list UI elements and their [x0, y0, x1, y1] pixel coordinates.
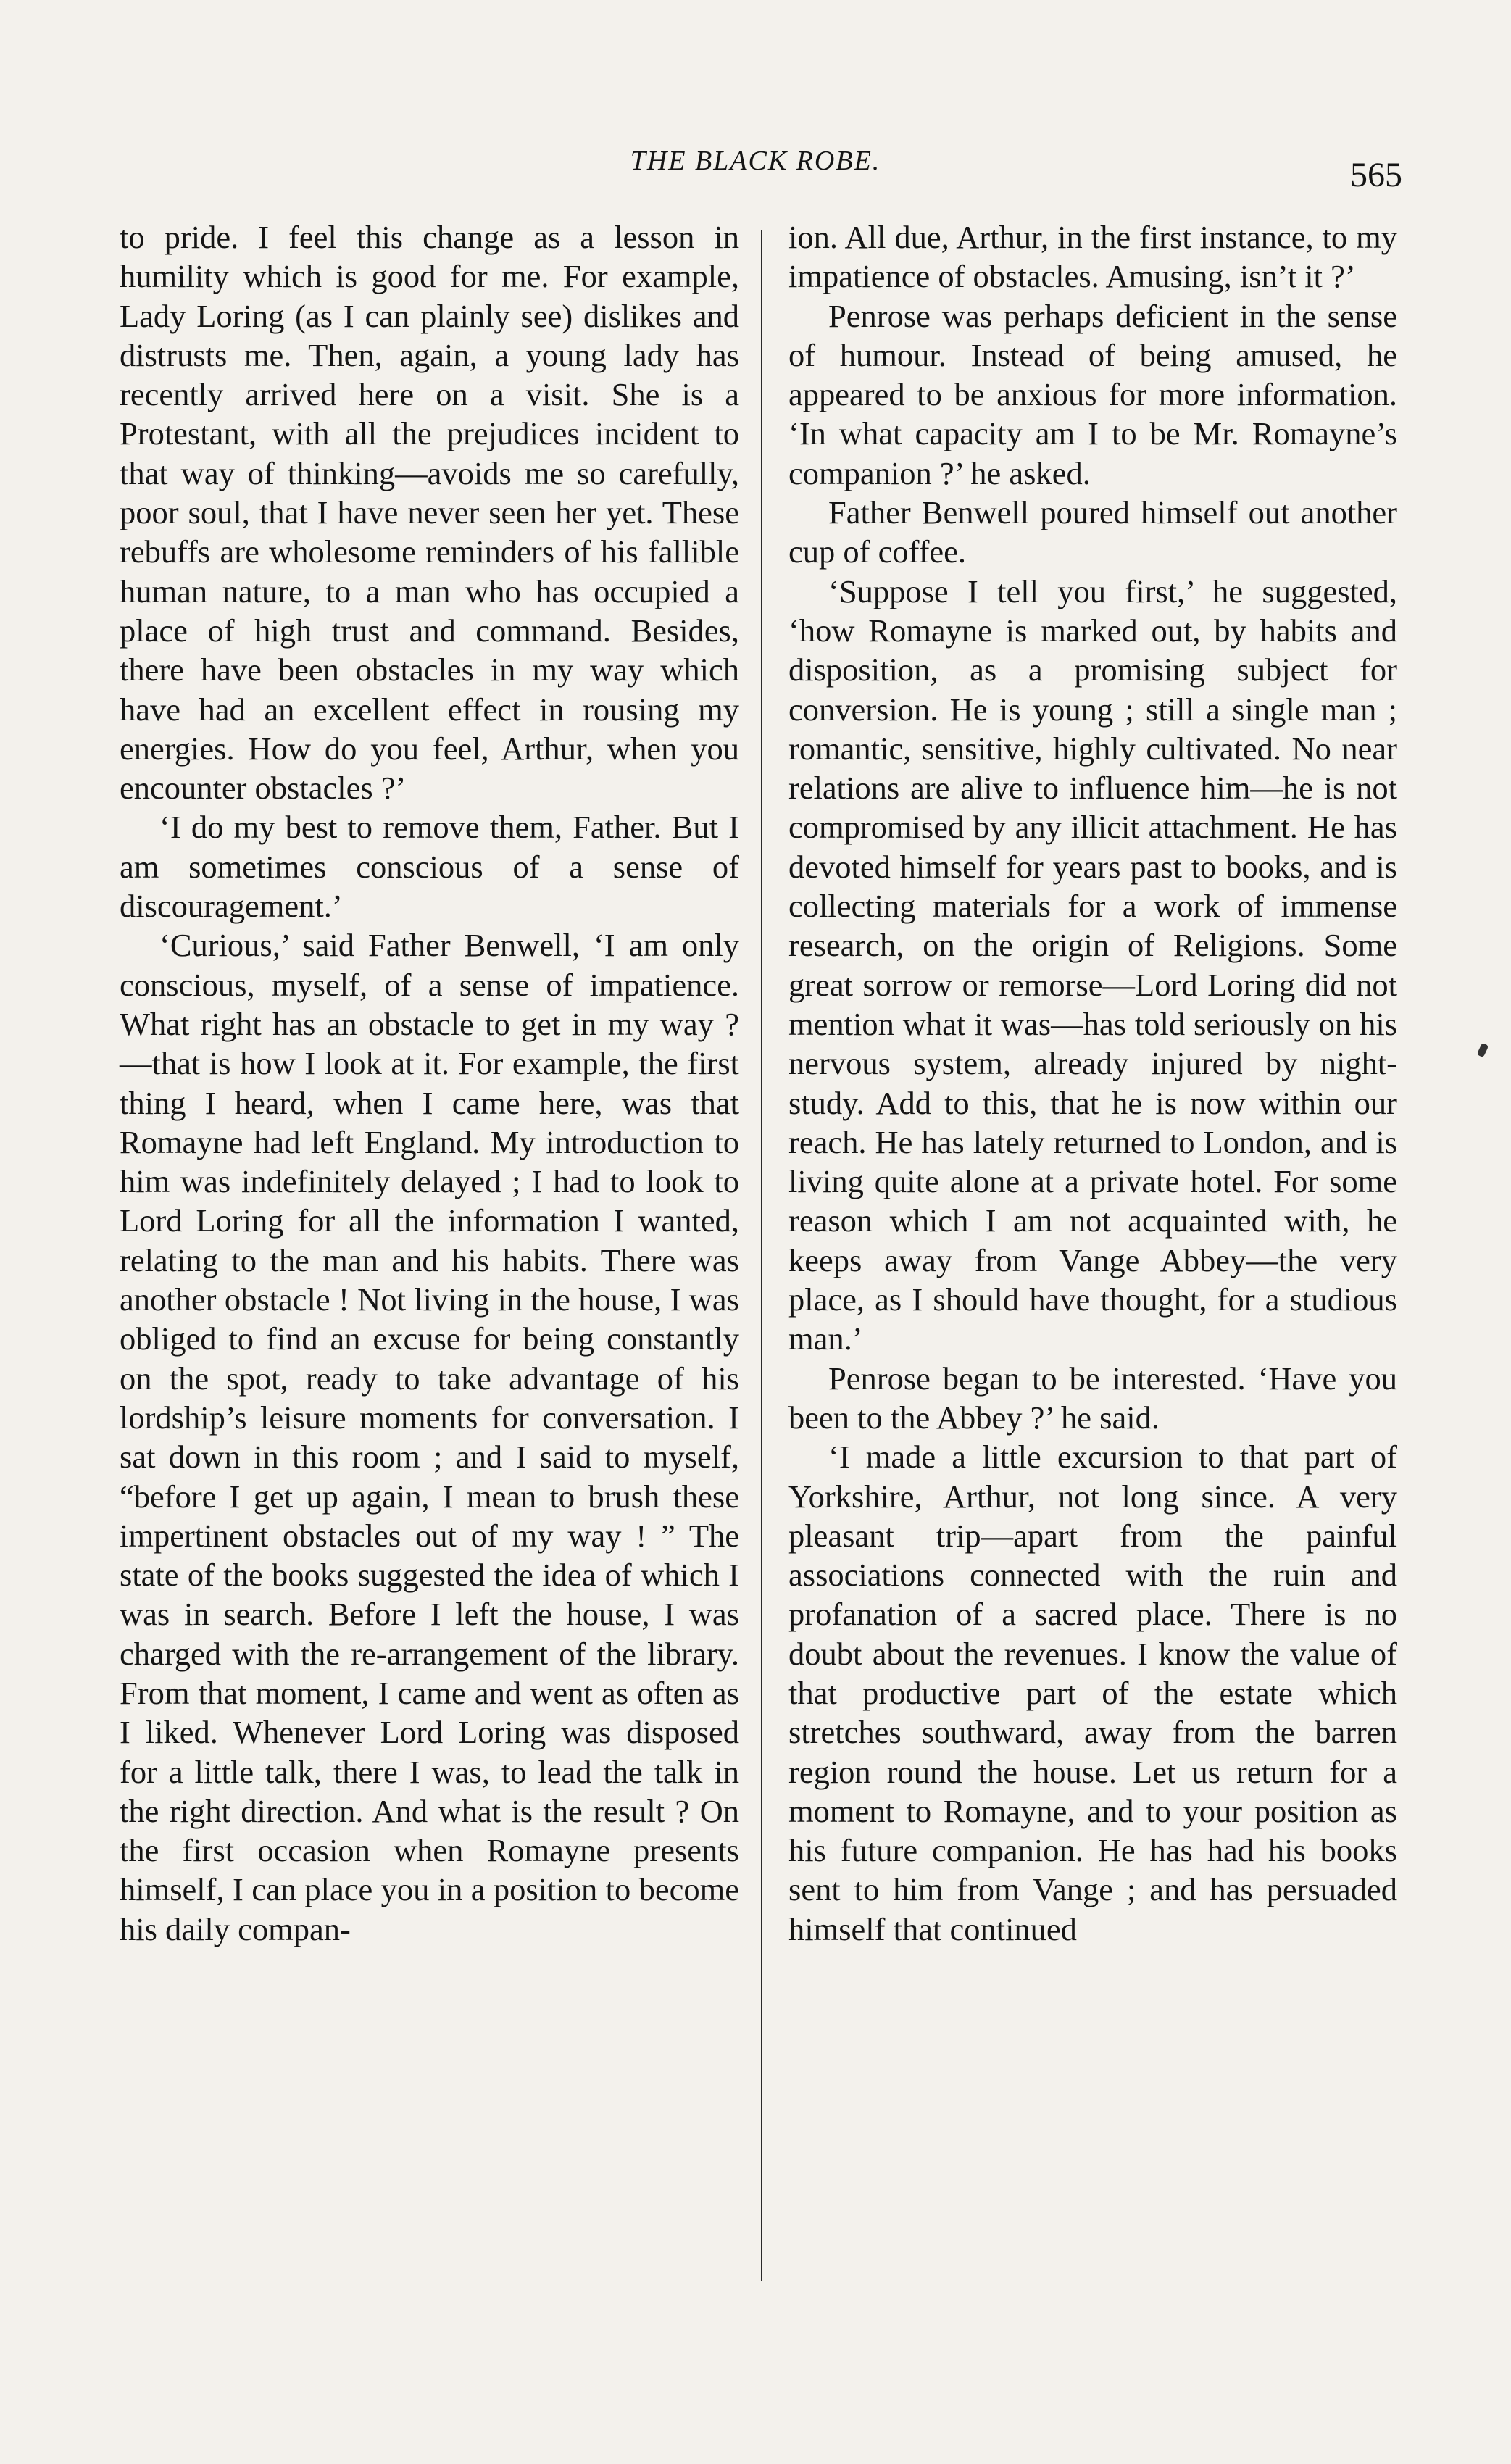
right-column — [788, 217, 1397, 2319]
paragraph: ‘Curious,’ said Father Benwell, ‘I am only conscious, myself, of a sense of impatience. What right has an obstacle to get in my way ?—that is how I look at it. For example, the first thing I heard, when I came here, was that Romayne had left England. My introduction to him was indefinitely delayed ; I had to look to Lord Loring for all the information I wanted, relating to the man and his habits. There was another obstacle ! Not living in the house, I was obliged to find an excuse for being constantly on the spot, ready to take advantage of his lordship’s leisure moments for conversation. I sat down in this room ; and I said to myself, “before I get up again, I mean to brush these impertinent obstacles out of my way ! ” The state of the books suggested the idea of which I was in search. Before I left the house, I was charged with the re-arrangement of the library. From that moment, I came and went as often as I liked. Whenever Lord Loring was disposed for a little talk, there I was, to lead the talk in the right direction. And what is the result ? On the first occasion when Romayne presents himself, I can place you in a position to become his daily compan- — [120, 927, 739, 1947]
paragraph: ion. All due, Arthur, in the first instance, to my impatience of obstacles. Amusing, isn’t it ?’ — [788, 219, 1397, 295]
paragraph: ‘I made a little excursion to that part of Yorkshire, Arthur, not long since. A very pleasant trip—apart from the painful associations connected with the ruin and profanation of a sacred place. There is no doubt about the revenues. I know the value of that productive part of the estate which stretches southward, away from the barren region round the house. Let us return for a moment to Romayne, and to your position as his future companion. He has had his books sent to him from Vange ; and has persuaded himself that continued — [788, 1439, 1397, 1947]
paragraph: Penrose began to be interested. ‘Have you been to the Abbey ?’ he said. — [788, 1360, 1397, 1436]
paragraph: ‘Suppose I tell you first,’ he suggested, ‘how Romayne is marked out, by habits and disposition, as a promising subject for conversion. He is young ; still a single man ; romantic, sensitive, highly cultivated. No near relations are alive to influence him—he is not compromised by any illicit attachment. He has devoted himself for years past to books, and is collecting materials for a work of immense research, on the origin of Religions. Some great sorrow or remorse—Lord Loring did not mention what it was—has told seriously on his nervous system, already injured by night-study. Add to this, that he is now within our reach. He has lately returned to London, and is living quite alone at a private hotel. For some reason which I am not acquainted with, he keeps away from Vange Abbey—the very place, as I should have thought, for a studious man.’ — [788, 573, 1397, 1357]
page-number: 565 — [1350, 156, 1402, 194]
paragraph: to pride. I feel this change as a lesson in humility which is good for me. For example, Lady Loring (as I can plainly see) dislikes and distrusts me. Then, again, a young lady has recently arrived here on a visit. She is a Protestant, with all the prejudices incident to that way of thinking—avoids me so carefully, poor soul, that I have never seen her yet. These rebuffs are wholesome reminders of his fallible human nature, to a man who has occupied a place of high trust and command. Besides, there have been obstacles in my way which have had an excellent effect in rousing my energies. How do you feel, Arthur, when you encounter obstacles ?’ — [120, 219, 739, 807]
ink-speck — [1477, 1043, 1489, 1058]
left-column — [120, 217, 739, 2319]
paragraph: Father Benwell poured himself out another cup of coffee. — [788, 494, 1397, 570]
running-title: THE BLACK ROBE. — [630, 146, 881, 176]
column-divider — [761, 230, 762, 2281]
paragraph: ‘I do my best to remove them, Father. But I am sometimes conscious of a sense of discouragement.’ — [120, 809, 739, 925]
paragraph: Penrose was perhaps deficient in the sense of humour. Instead of being amused, he appeared to be anxious for more information. ‘In what capacity am I to be Mr. Romayne’s companion ?’ he asked. — [788, 297, 1397, 491]
